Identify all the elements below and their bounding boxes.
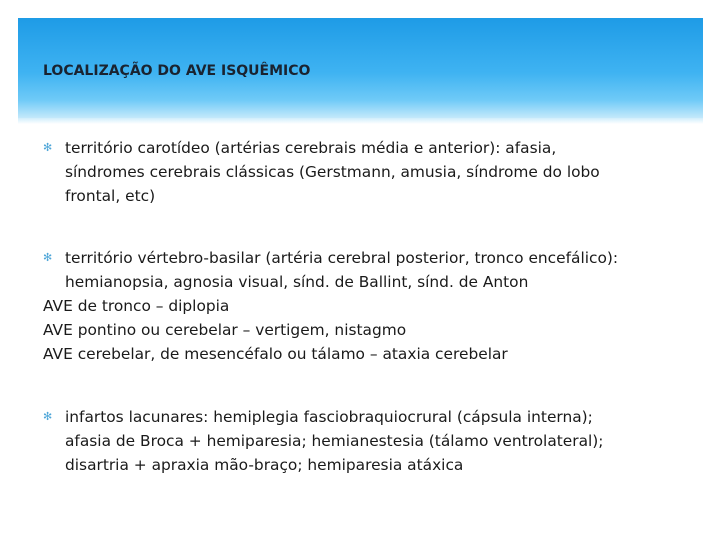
- bullet-continuation: disartria + apraxia mão-braço; hemiparesia atáxica: [65, 456, 464, 474]
- bullet-continuation: síndromes cerebrais clássicas (Gerstmann, amusia, síndrome do lobo: [65, 163, 600, 181]
- bullet-text: infartos lacunares: hemiplegia fasciobraquiocrural (cápsula interna);: [65, 408, 593, 426]
- bullet-text: território vértebro-basilar (artéria cerebral posterior, tronco encefálico):: [65, 249, 619, 267]
- slide-title: LOCALIZAÇÃO DO AVE ISQUÊMICO: [43, 63, 311, 79]
- asterisk-bullet-icon: ✻: [43, 141, 53, 154]
- bullet-line: [43, 136, 693, 160]
- bullet-paragraph-vertebrobasilar: [43, 246, 693, 366]
- subpoint-line: AVE pontino ou cerebelar – vertigem, nistagmo: [43, 321, 407, 339]
- asterisk-bullet-icon: ✻: [43, 251, 53, 264]
- bullet-paragraph-lacunar: [43, 405, 693, 477]
- bullet-text: território carotídeo (artérias cerebrais média e anterior): afasia,: [65, 139, 557, 157]
- bullet-continuation: afasia de Broca + hemiparesia; hemianestesia (tálamo ventrolateral);: [65, 432, 604, 450]
- asterisk-bullet-icon: ✻: [43, 410, 53, 423]
- bullet-line: [43, 405, 693, 429]
- bullet-continuation: frontal, etc): [65, 187, 156, 205]
- subpoint-line: AVE cerebelar, de mesencéfalo ou tálamo – ataxia cerebelar: [43, 345, 508, 363]
- subpoint-line: AVE de tronco – diplopia: [43, 297, 230, 315]
- bullet-continuation: hemianopsia, agnosia visual, sínd. de Ballint, sínd. de Anton: [65, 273, 529, 291]
- bullet-paragraph-carotid: [43, 136, 693, 208]
- bullet-line: [43, 246, 693, 270]
